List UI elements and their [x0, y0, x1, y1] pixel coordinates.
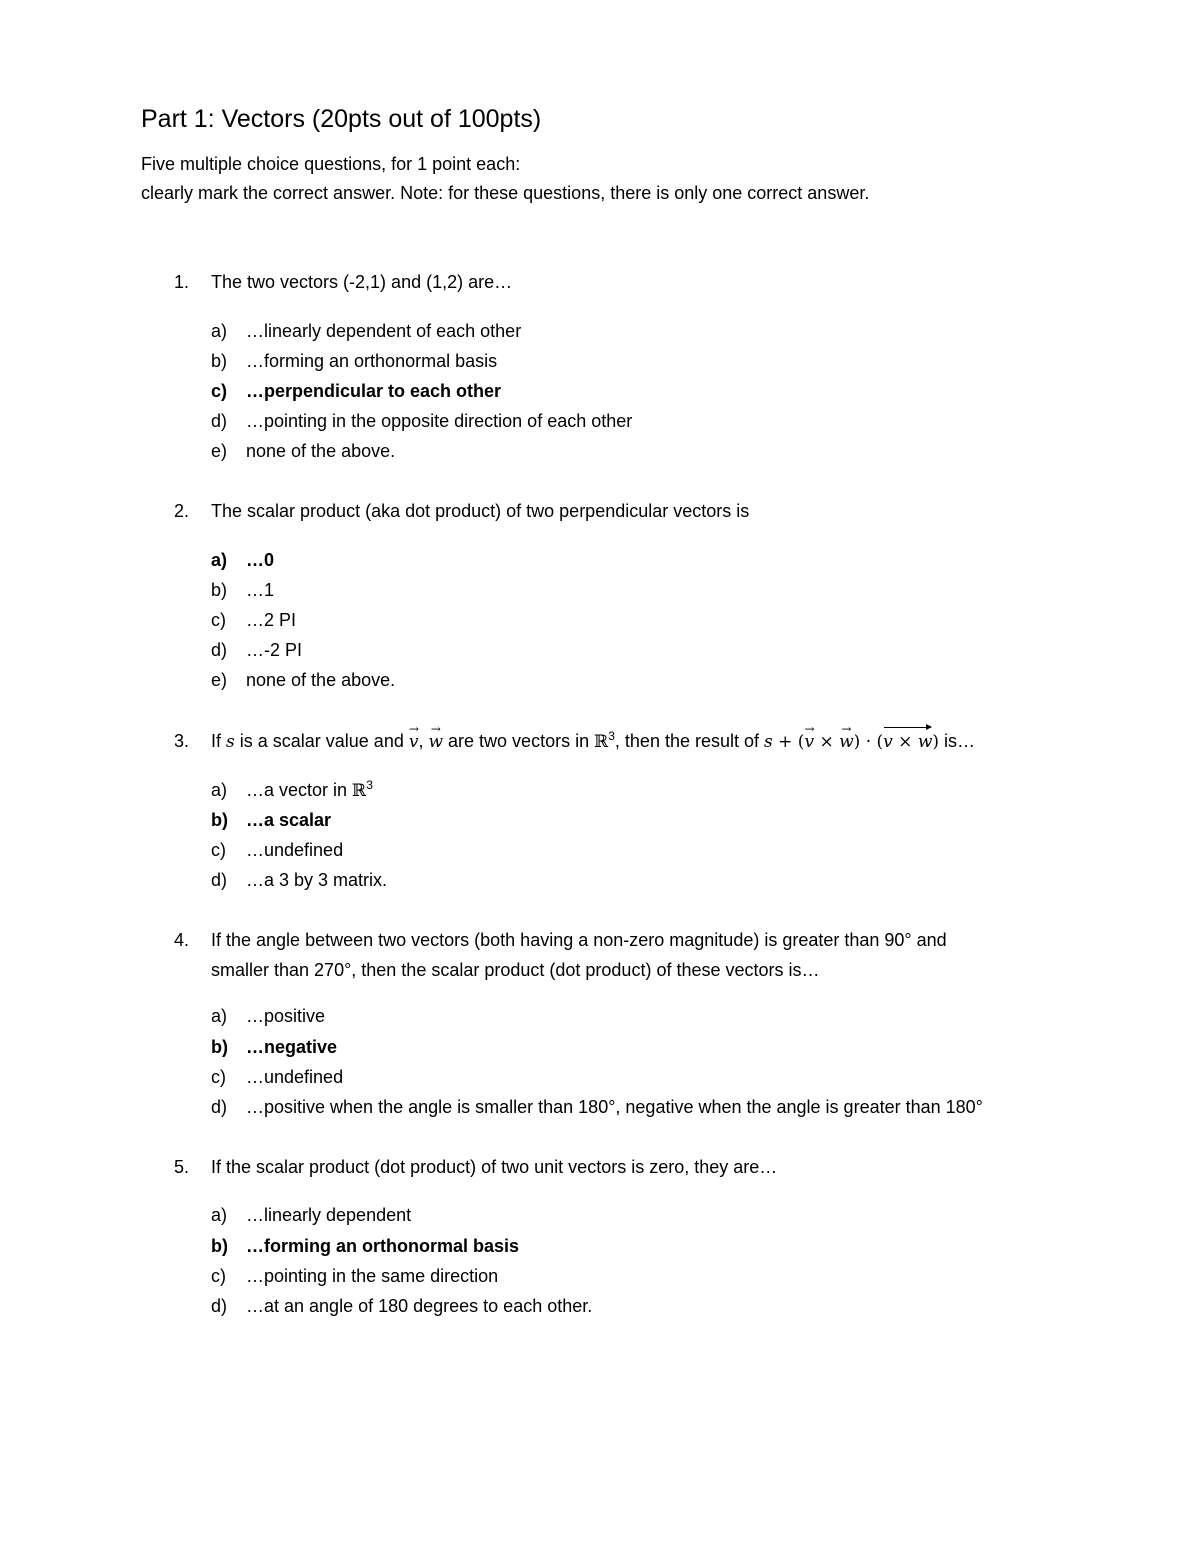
- question-text: If the scalar product (dot product) of two unit vectors is zero, they are…: [211, 1157, 778, 1177]
- text-fragment: is…: [939, 731, 976, 751]
- option-letter: b): [211, 580, 228, 600]
- dot-operator: ) · (: [853, 732, 884, 752]
- question-text: The scalar product (aka dot product) of two perpendicular vectors is: [211, 501, 750, 521]
- option-letter: a): [211, 321, 228, 341]
- text-fragment: is a scalar value and: [234, 731, 409, 751]
- question-number: 1.: [174, 272, 190, 292]
- option-letter: c): [211, 840, 226, 860]
- option-text: none of the above.: [246, 441, 396, 461]
- option-letter: b): [211, 351, 228, 371]
- math-operator: ): [932, 732, 940, 752]
- option-letter: d): [211, 1097, 228, 1117]
- option-letter: d): [211, 411, 228, 431]
- text-fragment: ,: [418, 731, 429, 751]
- option-letter: d): [211, 870, 228, 890]
- question-number: 3.: [174, 731, 190, 751]
- option-letter: a): [211, 550, 228, 570]
- option-letter: b): [211, 1037, 228, 1057]
- vector-w-symbol: → w: [839, 730, 854, 754]
- math-operator: + (: [772, 732, 805, 752]
- question-number: 5.: [174, 1157, 190, 1177]
- vector-v-symbol: v: [883, 732, 893, 752]
- intro-line-1: Five multiple choice questions, for 1 point each:: [141, 154, 521, 174]
- question-text-line: smaller than 270°, then the scalar product (dot product) of these vectors is…: [211, 960, 820, 980]
- exponent: 3: [608, 729, 615, 743]
- exponent: 3: [366, 778, 373, 792]
- option-text: …undefined: [246, 1067, 344, 1087]
- option-letter: c): [211, 1266, 226, 1286]
- page-title: Part 1: Vectors (20pts out of 100pts): [141, 105, 542, 133]
- option-text: …pointing in the opposite direction of each other: [246, 411, 633, 431]
- option-text: …0: [246, 550, 275, 570]
- option-letter: a): [211, 1006, 228, 1026]
- text-fragment: are two vectors in: [443, 731, 595, 751]
- vector-v-symbol: → v: [804, 730, 814, 754]
- option-text: …linearly dependent: [246, 1205, 412, 1225]
- option-letter: b): [211, 810, 228, 830]
- question-text-line: If the angle between two vectors (both having a non-zero magnitude) is greater than 90° and: [211, 930, 947, 950]
- cross-operator: ×: [814, 732, 840, 752]
- question-text: [211, 928, 947, 988]
- option-letter: c): [211, 1067, 226, 1087]
- option-letter: e): [211, 441, 228, 461]
- option-text: …perpendicular to each other: [246, 381, 502, 401]
- real-numbers-symbol: ℝ: [352, 781, 367, 801]
- option-text: …positive when the angle is smaller than 180°, negative when the angle is greater than 180°: [246, 1097, 983, 1117]
- question-text: [211, 729, 975, 754]
- question-text: The two vectors (-2,1) and (1,2) are…: [211, 272, 513, 292]
- option-letter: c): [211, 381, 228, 401]
- vector-w-symbol: w: [917, 732, 933, 752]
- option-text: …negative: [246, 1037, 338, 1057]
- option-letter: d): [211, 640, 228, 660]
- option-text: none of the above.: [246, 670, 396, 690]
- real-numbers-symbol: ℝ: [594, 732, 609, 752]
- option-text: …positive: [246, 1006, 326, 1026]
- option-letter: c): [211, 610, 226, 630]
- option-text: …1: [246, 580, 275, 600]
- option-text: …at an angle of 180 degrees to each other.: [246, 1296, 593, 1316]
- option-text: …a 3 by 3 matrix.: [246, 870, 388, 890]
- question-number: 2.: [174, 501, 190, 521]
- cross-product-vector: [883, 730, 932, 754]
- option-text: [246, 779, 373, 802]
- scalar-symbol: s: [226, 732, 235, 752]
- option-letter: d): [211, 1296, 228, 1316]
- cross-operator: ×: [892, 732, 918, 752]
- option-text: …pointing in the same direction: [246, 1266, 499, 1286]
- option-text: …2 PI: [246, 610, 297, 630]
- scalar-symbol: s: [764, 732, 773, 752]
- text-fragment: …a vector in: [246, 780, 353, 800]
- option-letter: a): [211, 780, 228, 800]
- option-text: …linearly dependent of each other: [246, 321, 522, 341]
- option-letter: b): [211, 1236, 228, 1256]
- option-text: …forming an orthonormal basis: [246, 351, 498, 371]
- option-text: …-2 PI: [246, 640, 303, 660]
- question-number: 4.: [174, 930, 190, 950]
- intro-line-2: clearly mark the correct answer. Note: for these questions, there is only one correct answer.: [141, 183, 870, 203]
- text-fragment: If: [211, 731, 227, 751]
- option-text: …forming an orthonormal basis: [246, 1236, 520, 1256]
- vector-v-symbol: → v: [409, 730, 419, 754]
- option-letter: a): [211, 1205, 228, 1225]
- vector-w-symbol: → w: [428, 730, 443, 754]
- option-letter: e): [211, 670, 228, 690]
- text-fragment: , then the result of: [614, 731, 765, 751]
- option-text: …undefined: [246, 840, 344, 860]
- option-text: …a scalar: [246, 810, 332, 830]
